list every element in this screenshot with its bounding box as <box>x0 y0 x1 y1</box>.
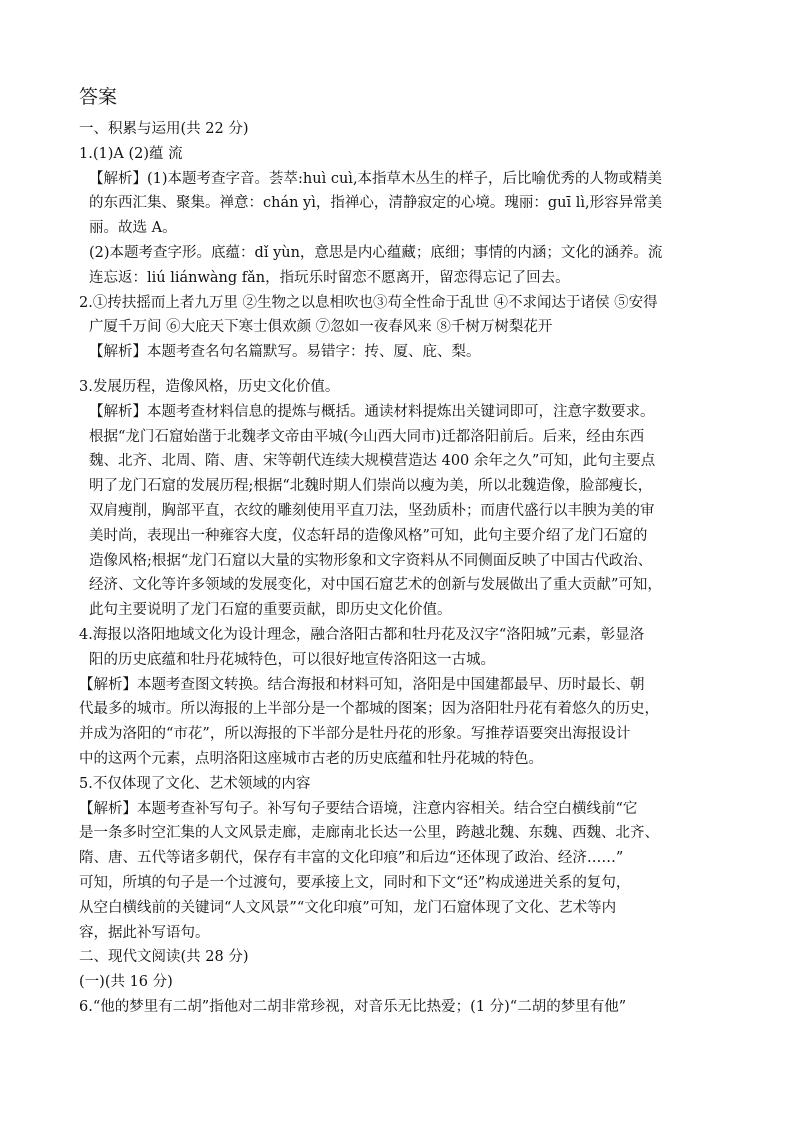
analysis-q3-line2: 根据“龙门石窟始凿于北魏孝文帝由平城(今山西大同市)迁都洛阳前后。后来，经由东西 <box>89 428 645 445</box>
analysis-q5-line5: 从空白横线前的关键词“人文风景”“文化印痕”可知，龙门石窟体现了文化、艺术等内 <box>79 899 617 916</box>
analysis-q3-line4: 明了龙门石窟的发展历程;根据“北魏时期人们崇尚以瘦为美，所以北魏造像，脸部瘦长， <box>89 478 653 495</box>
analysis-q1-line1: 【解析】(1)本题考查字音。荟萃:huì cuì,本指草木丛生的样子，后比喻优秀的人物或精美 <box>89 170 663 187</box>
analysis-q1-line2: 的东西汇集、聚集。禅意：chán yì，指禅心，清静寂定的心境。瑰丽：guī lì,形容异常美 <box>89 195 663 212</box>
analysis-q3-line5: 双肩瘦削，胸部平直，衣纹的雕刻使用平直刀法，坚劲质朴；而唐代盛行以丰腴为美的审 <box>89 502 655 519</box>
analysis-q2: 【解析】本题考查名句名篇默写。易错字：抟、厦、庇、梨。 <box>89 344 481 361</box>
analysis-q1-line3: 丽。故选 A。 <box>89 220 177 237</box>
section-heading-accumulation: 一、积累与运用(共 22 分) <box>79 121 249 137</box>
analysis-q4-line4: 中的这两个元素，点明洛阳这座城市古老的历史底蕴和牡丹花城的特色。 <box>79 750 543 767</box>
answer-q6-line1: 6.“他的梦里有二胡”指他对二胡非常珍视，对音乐无比热爱；(1 分)“二胡的梦里有他” <box>79 998 627 1015</box>
analysis-q3-line8: 经济、文化等许多领域的发展变化，对中国石窟艺术的创新与发展做出了重大贡献”可知， <box>89 577 662 594</box>
analysis-q5-line1: 【解析】本题考查补写句子。补写句子要结合语境，注意内容相关。结合空白横线前“它 <box>79 800 638 817</box>
analysis-q4-line1: 【解析】本题考查图文转换。结合海报和材料可知，洛阳是中国建都最早、历时最长、朝 <box>79 676 645 693</box>
analysis-q3-line6: 美时尚，表现出一种雍容大度，仪态轩昂的造像风格”可知，此句主要介绍了龙门石窟的 <box>89 527 648 544</box>
analysis-q5-line2: 是一条多时空汇集的人文风景走廊，走廊南北长达一公里，跨越北魏、东魏、西魏、北齐、 <box>79 825 659 842</box>
analysis-q4-line2: 代最多的城市。所以海报的上半部分是一个都城的图案；因为洛阳牡丹花有着悠久的历史， <box>79 701 659 718</box>
answer-q1: 1.(1)A (2)蕴 流 <box>79 145 183 162</box>
analysis-q5-line4: 可知，所填的句子是一个过渡句，要承接上文，同时和下文“还”构成递进关系的复句， <box>79 874 631 891</box>
analysis-q4-line3: 并成为洛阳的“市花”，所以海报的下半部分是牡丹花的形象。写推荐语要突出海报设计 <box>79 726 631 743</box>
analysis-q5-line3: 隋、唐、五代等诸多朝代，保存有丰富的文化印痕”和后边“还体现了政治、经济……” <box>79 850 624 867</box>
analysis-q3-line3: 魏、北齐、北周、隋、唐、宋等朝代连续大规模营造达 400 余年之久”可知，此句主要点 <box>89 453 656 470</box>
analysis-q3-line1: 【解析】本题考查材料信息的提炼与概括。通读材料提炼出关键词即可，注意字数要求。 <box>89 403 655 420</box>
page-title: 答案 <box>79 86 118 108</box>
answer-q2-line2: 广厦千万间 ⑥大庇天下寒士俱欢颜 ⑦忽如一夜春风来 ⑧千树万树梨花开 <box>89 319 553 336</box>
answer-q3: 3.发展历程，造像风格，历史文化价值。 <box>79 378 340 395</box>
answer-q4-line1: 4.海报以洛阳地域文化为设计理念，融合洛阳古都和牡丹花及汉字“洛阳城”元素，彰显洛 <box>79 626 645 643</box>
analysis-q1-line4: (2)本题考查字形。底蕴：dǐ yùn，意思是内心蕴藏；底细；事情的内涵；文化的涵养。流 <box>89 244 663 261</box>
answer-document <box>79 83 719 1020</box>
answer-q4-line2: 阳的历史底蕴和牡丹花城特色，可以很好地宣传洛阳这一古城。 <box>89 651 495 668</box>
analysis-q3-line7: 造像风格;根据“龙门石窟以大量的实物形象和文字资料从不同侧面反映了中国古代政治、 <box>89 552 653 569</box>
analysis-q1-line5: 连忘返：liú liánwàng fǎn，指玩乐时留恋不愿离开，留恋得忘记了回去。 <box>89 269 570 286</box>
analysis-q5-line6: 容，据此补写语句。 <box>79 924 210 941</box>
subsection-heading: (一)(共 16 分) <box>79 974 173 991</box>
answer-q2-line1: 2.①抟扶摇而上者九万里 ②生物之以息相吹也③苟全性命于乱世 ④不求闻达于诸侯 ⑤安得 <box>79 294 658 311</box>
analysis-q3-line9: 此句主要说明了龙门石窟的重要贡献，即历史文化价值。 <box>89 602 452 619</box>
section-heading-reading: 二、现代文阅读(共 28 分) <box>79 949 249 966</box>
answer-q5: 5.不仅体现了文化、艺术领域的内容 <box>79 775 311 792</box>
